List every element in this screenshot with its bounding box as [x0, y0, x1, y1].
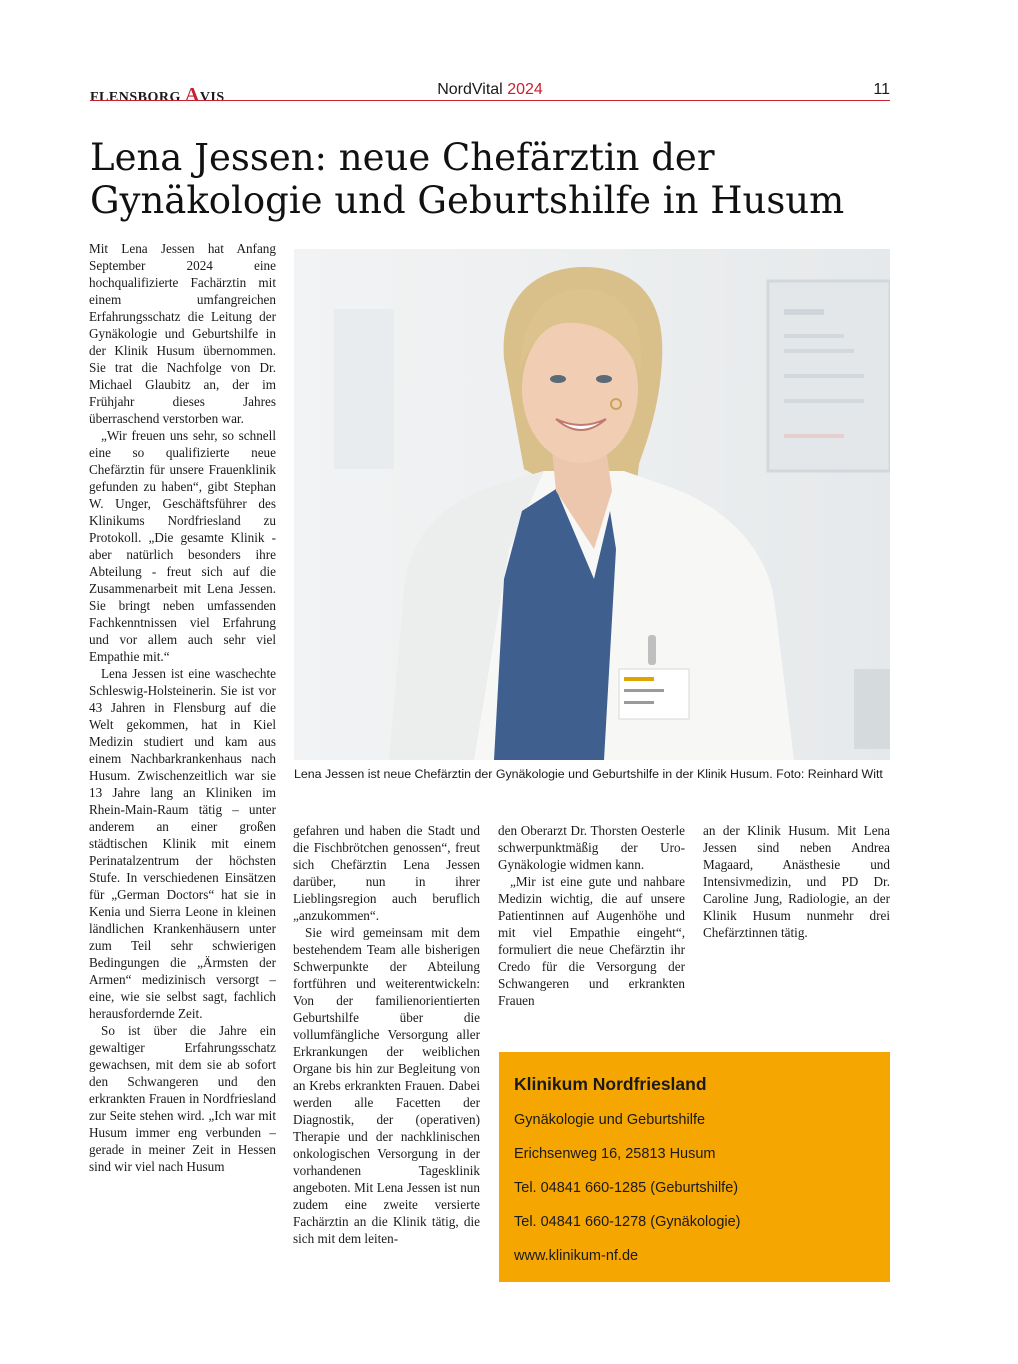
- paragraph: So ist über die Jahre ein gewaltiger Erfahrungsschatz gewachsen, mit dem sie ab sofort den Schwangeren und den erkrankten Frauen in Nordfriesland zur Seite stehen wird. „Ich war mit Husum immer eng verbunden – gerade in meiner Zeit in Hessen sind wir viel nach Husum: [89, 1023, 276, 1174]
- text-column-3: [498, 822, 685, 1009]
- magazine-year: 2024: [507, 81, 543, 98]
- portrait-illustration: [294, 249, 890, 760]
- paragraph: „Wir freuen uns sehr, so schnell eine so qualifizierte neue Chefärztin für unsere Frauenklinik gefunden zu haben“, gibt Stephan W. Unger, Geschäftsführer des Klinikums Nordfriesland zu Protokoll. „Die gesamte Klinik - aber natürlich besonders ihre Abteilung - freut sich auf die Zusammenarbeit mit Lena Jessen. Sie bringt neben umfassenden Fachkenntnissen viel Erfahrung und vor allem auch sehr viel Empathie mit.“: [89, 428, 276, 664]
- infobox-department: Gynäkologie und Geburtshilfe: [514, 1112, 706, 1128]
- paragraph: Sie wird gemeinsam mit dem bestehendem Team alle bisherigen Schwerpunkte der Abteilung fortführen und weiterentwickeln: Von der familienorientierten Geburtshilfe über die vollumfängliche Versorgung aller Erkrankungen der weiblichen Organe bis hin zur Begleitung von an Krebs erkrankten Frauen. Dabei werden alle Facetten der Diagnostik, der (operativen) Therapie und der nachklinischen onkologischen Versorgung in der vorhandenen Tagesklinik angeboten. Mit Lena Jessen ist nun zudem eine zweite versierte Fachärztin an die Klinik tätig, die sich mit dem leiten-: [293, 925, 480, 1246]
- paragraph: Mit Lena Jessen hat Anfang September 2024 eine hochqualifizierte Fachärztin mit einem umfangreichen Erfahrungsschatz die Leitung der Gynäkologie und Geburtshilfe in der Klinik Husum übernommen. Sie trat die Nachfolge von Dr. Michael Glaubitz an, der im Frühjahr dieses Jahres überraschend verstorben war.: [89, 241, 276, 426]
- paragraph: Lena Jessen ist eine waschechte Schleswig-Holsteinerin. Sie ist vor 43 Jahren in Flensburg auf die Welt gekommen, hat in Kiel Medizin studiert und kam aus einem Nachbarkrankenhaus nach Husum. Zwischenzeitlich war sie 13 Jahre lang an Kliniken im Rhein-Main-Raum tätig – unter anderem an einer großen städtischen Klinik mit einem Perinatalzentrum der höchsten Stufe. In verschiedenen Einsätzen für „German Doctors“ hat sie in Kenia und Sierra Leone in kleinen ländlichen Krankenhäusern unter zum Teil sehr schwierigen Bedingungen die „Ärmsten der Armen“ medizinisch versorgt – eine, wie sie selbst sagt, fachlich herausfordernde Zeit.: [89, 666, 276, 1021]
- portrait-photo: [294, 249, 890, 760]
- paragraph: an der Klinik Husum. Mit Lena Jessen sind neben Andrea Magaard, Anästhesie und Intensivmedizin, und PD Dr. Caroline Jung, Radiologie, an der Klinik Husum nunmehr drei Chefärztinnen tätig.: [703, 823, 890, 940]
- magazine-name: NordVital 2024: [437, 81, 543, 98]
- infobox-address: Erichsenweg 16, 25813 Husum: [514, 1146, 716, 1162]
- paragraph: gefahren und haben die Stadt und die Fischbrötchen genossen“, freut sich Chefärztin Lena Jessen darüber, nun in ihrer Lieblingsregion auch beruflich „anzukommen“.: [293, 823, 480, 923]
- text-column-2: [293, 822, 480, 1247]
- text-column-4: [703, 822, 890, 941]
- infobox-website-link[interactable]: www.klinikum-nf.de: [514, 1248, 639, 1264]
- newspaper-logo: FLENSBORG AVIS: [90, 84, 225, 106]
- contact-infobox: [499, 1052, 890, 1282]
- infobox-phone-gynecology[interactable]: Tel. 04841 660-1278 (Gynäkologie): [514, 1214, 741, 1230]
- page-number: 11: [873, 81, 890, 98]
- header-rule: [90, 100, 890, 101]
- paragraph: „Mir ist eine gute und nahbare Medizin wichtig, die auf unsere Patientinnen auf Augenhöhe und mit viel Empathie eingeht“, formuliert die neue Chefärztin ihr Credo für die Versorgung der Schwangeren und erkrankten Frauen: [498, 874, 685, 1008]
- infobox-phone-birth[interactable]: Tel. 04841 660-1285 (Geburtshilfe): [514, 1180, 739, 1196]
- article-title: Lena Jessen: neue Chefärztin der Gynäkologie und Geburtshilfe in Husum: [90, 136, 845, 222]
- infobox-title: Klinikum Nordfriesland: [514, 1074, 707, 1094]
- text-column-1: [89, 240, 276, 1175]
- photo-caption: Lena Jessen ist neue Chefärztin der Gynäkologie und Geburtshilfe in der Klinik Husum. Foto: Reinhard Witt: [294, 767, 883, 781]
- page-header: [90, 80, 890, 106]
- paragraph: den Oberarzt Dr. Thorsten Oesterle schwerpunktmäßig der Uro-Gynäkologie widmen kann.: [498, 823, 685, 872]
